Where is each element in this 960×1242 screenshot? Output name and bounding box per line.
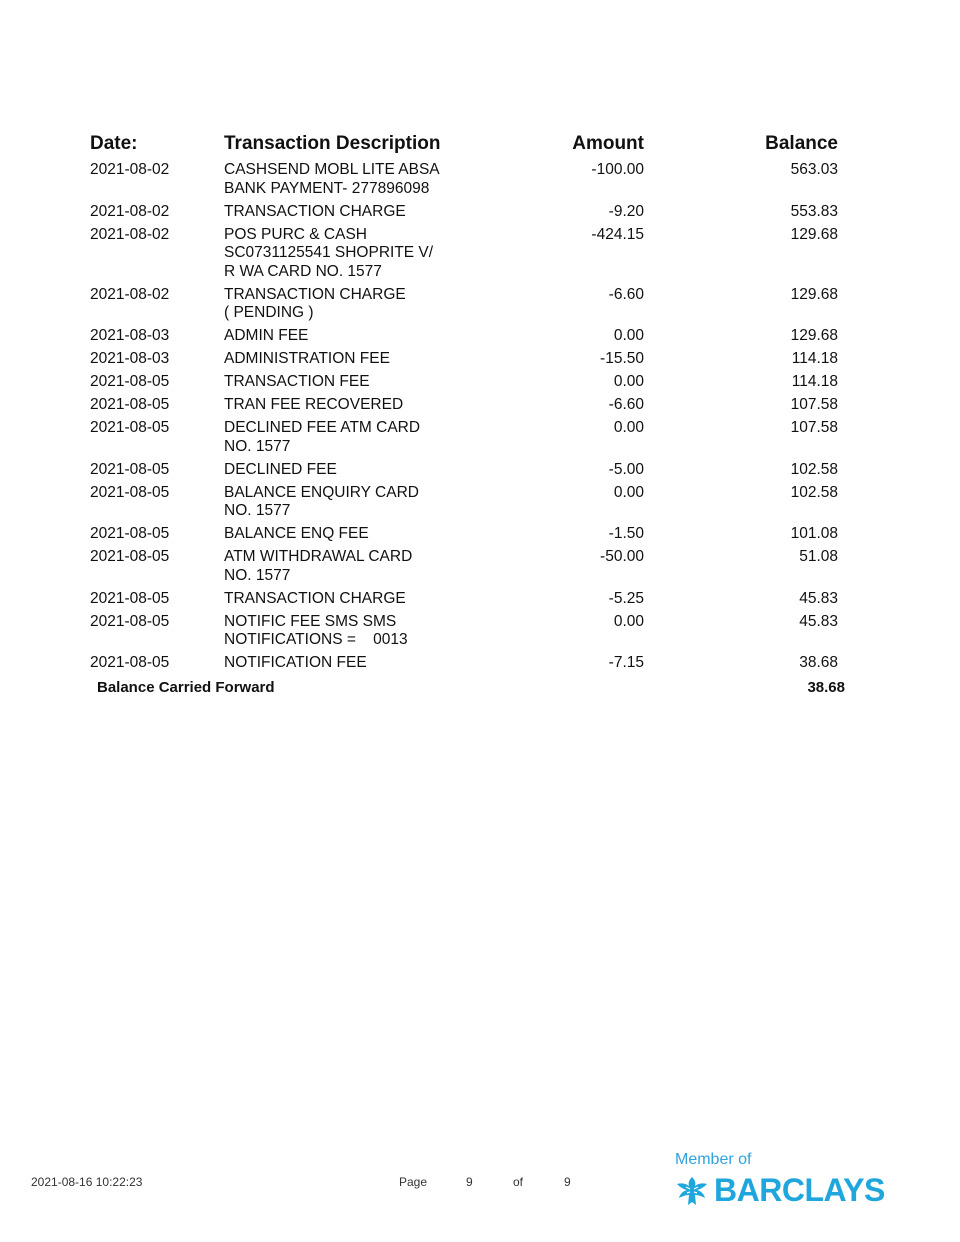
transaction-balance: 553.83 <box>790 202 838 220</box>
transaction-description-line: BANK PAYMENT- 277896098 <box>224 179 430 197</box>
transaction-amount: -6.60 <box>608 396 644 413</box>
transaction-date: 2021-08-05 <box>90 483 170 501</box>
transaction-balance: 114.18 <box>791 350 838 367</box>
transaction-balance: 102.58 <box>790 460 838 478</box>
transaction-balance: 107.58 <box>790 396 838 413</box>
balance-carried-forward-label: Balance Carried Forward <box>97 679 275 696</box>
transaction-description <box>224 461 464 480</box>
transaction-amount: -424.15 <box>591 225 644 243</box>
transaction-balance: 45.83 <box>799 612 838 630</box>
transaction-description-line: NOTIFICATION FEE <box>224 654 367 671</box>
transaction-balance: 38.68 <box>799 654 838 671</box>
transaction-description <box>224 525 464 544</box>
transaction-description <box>224 161 464 198</box>
barclays-eagle-icon <box>675 1175 709 1207</box>
transaction-description-line: BALANCE ENQ FEE <box>224 525 369 542</box>
transaction-description-line: TRANSACTION CHARGE <box>224 202 406 220</box>
transaction-balance: 129.68 <box>790 225 838 243</box>
transaction-amount: -100.00 <box>591 161 644 178</box>
balance-carried-forward-value: 38.68 <box>807 679 845 696</box>
transaction-balance: 107.58 <box>790 419 838 436</box>
transaction-description-line: TRANSACTION CHARGE <box>224 589 406 607</box>
transaction-description-line: NOTIFICATIONS = 0013 <box>224 631 408 648</box>
transaction-description-line: TRANSACTION FEE <box>224 373 370 390</box>
transaction-date: 2021-08-02 <box>90 202 170 220</box>
transaction-date: 2021-08-05 <box>90 525 170 542</box>
transaction-amount: 0.00 <box>613 612 644 630</box>
transaction-description-line: ADMIN FEE <box>224 327 309 344</box>
transaction-date: 2021-08-03 <box>90 327 170 344</box>
transaction-balance: 51.08 <box>799 548 838 565</box>
transaction-description <box>224 286 464 323</box>
transaction-description-line: BALANCE ENQUIRY CARD <box>224 483 419 501</box>
transaction-balance: 563.03 <box>790 161 838 178</box>
page-label: Page <box>399 1175 428 1189</box>
transaction-description-line: NO. 1577 <box>224 566 291 584</box>
header-description: Transaction Description <box>224 133 441 154</box>
transaction-description-line: SC0731125541 SHOPRITE V/ <box>224 244 434 261</box>
transaction-description-line: POS PURC & CASH <box>224 225 367 243</box>
transaction-amount: -5.25 <box>608 589 644 607</box>
transaction-description-line: NO. 1577 <box>224 502 291 519</box>
transaction-description-line: TRANSACTION CHARGE <box>224 285 406 303</box>
transaction-date: 2021-08-05 <box>90 460 170 478</box>
transaction-description-line: NO. 1577 <box>224 437 291 455</box>
transaction-date: 2021-08-05 <box>90 396 170 413</box>
transaction-balance: 129.68 <box>790 285 838 303</box>
transaction-description-line: R WA CARD NO. 1577 <box>224 262 382 280</box>
transaction-amount: 0.00 <box>613 419 644 436</box>
transaction-amount: 0.00 <box>613 327 644 344</box>
transaction-description <box>224 613 464 650</box>
transaction-date: 2021-08-02 <box>90 285 170 303</box>
transaction-date: 2021-08-05 <box>90 548 170 565</box>
header-balance: Balance <box>765 133 838 154</box>
transaction-balance: 114.18 <box>791 373 838 390</box>
transaction-amount: -1.50 <box>608 525 644 542</box>
transaction-date: 2021-08-05 <box>90 589 170 607</box>
transaction-date: 2021-08-02 <box>90 161 170 178</box>
transaction-description-line: ( PENDING ) <box>224 304 314 321</box>
transaction-date: 2021-08-05 <box>90 373 170 390</box>
transaction-amount: -7.15 <box>608 654 644 671</box>
transaction-description <box>224 396 464 415</box>
transaction-amount: -6.60 <box>608 285 644 303</box>
transaction-description <box>224 203 464 222</box>
transaction-balance: 129.68 <box>790 327 838 344</box>
header-amount: Amount <box>572 133 644 154</box>
transaction-description-line: TRAN FEE RECOVERED <box>224 396 404 413</box>
transaction-description <box>224 419 464 456</box>
transaction-description <box>224 350 464 369</box>
transaction-amount: -50.00 <box>600 548 644 565</box>
member-of-label: Member of <box>675 1151 752 1168</box>
transaction-description-line: CASHSEND MOBL LITE ABSA <box>224 161 440 178</box>
transaction-description-line: ATM WITHDRAWAL CARD <box>224 548 413 565</box>
transaction-amount: 0.00 <box>613 483 644 501</box>
transaction-date: 2021-08-05 <box>90 654 170 671</box>
transaction-balance: 101.08 <box>790 525 838 542</box>
transaction-balance: 102.58 <box>790 483 838 501</box>
transaction-date: 2021-08-05 <box>90 612 170 630</box>
transaction-date: 2021-08-05 <box>90 419 170 436</box>
transaction-description-line: NOTIFIC FEE SMS SMS <box>224 612 397 630</box>
transaction-description <box>224 373 464 392</box>
transaction-description <box>224 327 464 346</box>
transaction-description <box>224 548 464 585</box>
print-timestamp: 2021-08-16 10:22:23 <box>31 1175 143 1189</box>
transaction-description-line: DECLINED FEE <box>224 460 337 478</box>
page-number: 9 <box>466 1175 473 1189</box>
transaction-description-line: DECLINED FEE ATM CARD <box>224 419 421 436</box>
page-total: 9 <box>564 1175 571 1189</box>
header-date: Date: <box>90 133 138 154</box>
transaction-amount: -9.20 <box>608 202 644 220</box>
transaction-date: 2021-08-02 <box>90 225 170 243</box>
bank-name: BARCLAYS <box>714 1172 885 1208</box>
transaction-description-line: ADMINISTRATION FEE <box>224 350 390 367</box>
transaction-description <box>224 484 464 521</box>
transaction-date: 2021-08-03 <box>90 350 170 367</box>
transaction-description <box>224 654 464 673</box>
transaction-balance: 45.83 <box>799 589 838 607</box>
page-of-label: of <box>513 1175 524 1189</box>
transaction-description <box>224 590 464 609</box>
transaction-amount: -15.50 <box>600 350 644 367</box>
transaction-description <box>224 226 464 282</box>
transaction-amount: -5.00 <box>608 460 644 478</box>
transaction-amount: 0.00 <box>613 373 644 390</box>
